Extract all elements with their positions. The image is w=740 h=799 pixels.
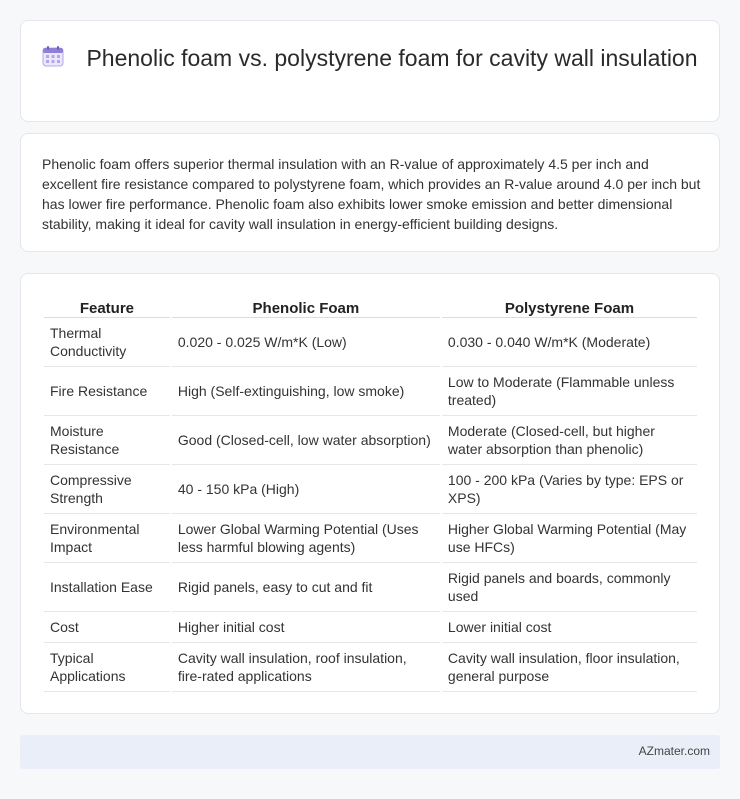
- table-row: [44, 367, 697, 416]
- column-header-phenolic: Phenolic Foam: [172, 294, 440, 318]
- feature-cell: Fire Resistance: [44, 367, 170, 416]
- feature-cell: Environmental Impact: [44, 514, 170, 563]
- phenolic-cell: High (Self-extinguishing, low smoke): [172, 367, 440, 416]
- comparison-table: [42, 294, 699, 692]
- title-block: [21, 43, 719, 73]
- feature-cell: Cost: [44, 612, 170, 643]
- table-row: [44, 416, 697, 465]
- polystyrene-cell: 0.030 - 0.040 W/m*K (Moderate): [442, 318, 697, 367]
- phenolic-cell: 40 - 150 kPa (High): [172, 465, 440, 514]
- phenolic-cell: Higher initial cost: [172, 612, 440, 643]
- table-row: [44, 465, 697, 514]
- polystyrene-cell: 100 - 200 kPa (Varies by type: EPS or XPS): [442, 465, 697, 514]
- comparison-card: [20, 273, 720, 714]
- page-title: Phenolic foam vs. polystyrene foam for cavity wall insulation: [86, 45, 698, 71]
- feature-cell: Compressive Strength: [44, 465, 170, 514]
- feature-cell: Thermal Conductivity: [44, 318, 170, 367]
- polystyrene-cell: Lower initial cost: [442, 612, 697, 643]
- intro-paragraph: Phenolic foam offers superior thermal insulation with an R-value of approximately 4.5 per inch and excellent fire resistance compared to polystyrene foam, which provides an R-value around 4.0 per inch but has lower fire performance. Phenolic foam also exhibits lower smoke emission and better dimensional stability, making it ideal for cavity wall insulation in energy-efficient building designs.: [42, 156, 701, 232]
- feature-cell: Typical Applications: [44, 643, 170, 692]
- polystyrene-cell: Cavity wall insulation, floor insulation, general purpose: [442, 643, 697, 692]
- feature-cell: Installation Ease: [44, 563, 170, 612]
- calendar-icon: [42, 45, 64, 67]
- table-row: [44, 612, 697, 643]
- polystyrene-cell: Higher Global Warming Potential (May use HFCs): [442, 514, 697, 563]
- table-header-row: [44, 294, 697, 318]
- phenolic-cell: Cavity wall insulation, roof insulation, fire-rated applications: [172, 643, 440, 692]
- table-row: [44, 563, 697, 612]
- phenolic-cell: Lower Global Warming Potential (Uses less harmful blowing agents): [172, 514, 440, 563]
- polystyrene-cell: Rigid panels and boards, commonly used: [442, 563, 697, 612]
- column-header-polystyrene: Polystyrene Foam: [442, 294, 697, 318]
- intro-card: [20, 133, 720, 252]
- table-row: [44, 643, 697, 692]
- feature-cell: Moisture Resistance: [44, 416, 170, 465]
- phenolic-cell: 0.020 - 0.025 W/m*K (Low): [172, 318, 440, 367]
- footer-bar: [20, 735, 720, 769]
- column-header-feature: Feature: [44, 294, 170, 318]
- title-card: [20, 20, 720, 122]
- table-row: [44, 318, 697, 367]
- polystyrene-cell: Moderate (Closed-cell, but higher water absorption than phenolic): [442, 416, 697, 465]
- table-row: [44, 514, 697, 563]
- phenolic-cell: Rigid panels, easy to cut and fit: [172, 563, 440, 612]
- polystyrene-cell: Low to Moderate (Flammable unless treated): [442, 367, 697, 416]
- footer-brand-link[interactable]: AZmater.com: [638, 744, 710, 758]
- phenolic-cell: Good (Closed-cell, low water absorption): [172, 416, 440, 465]
